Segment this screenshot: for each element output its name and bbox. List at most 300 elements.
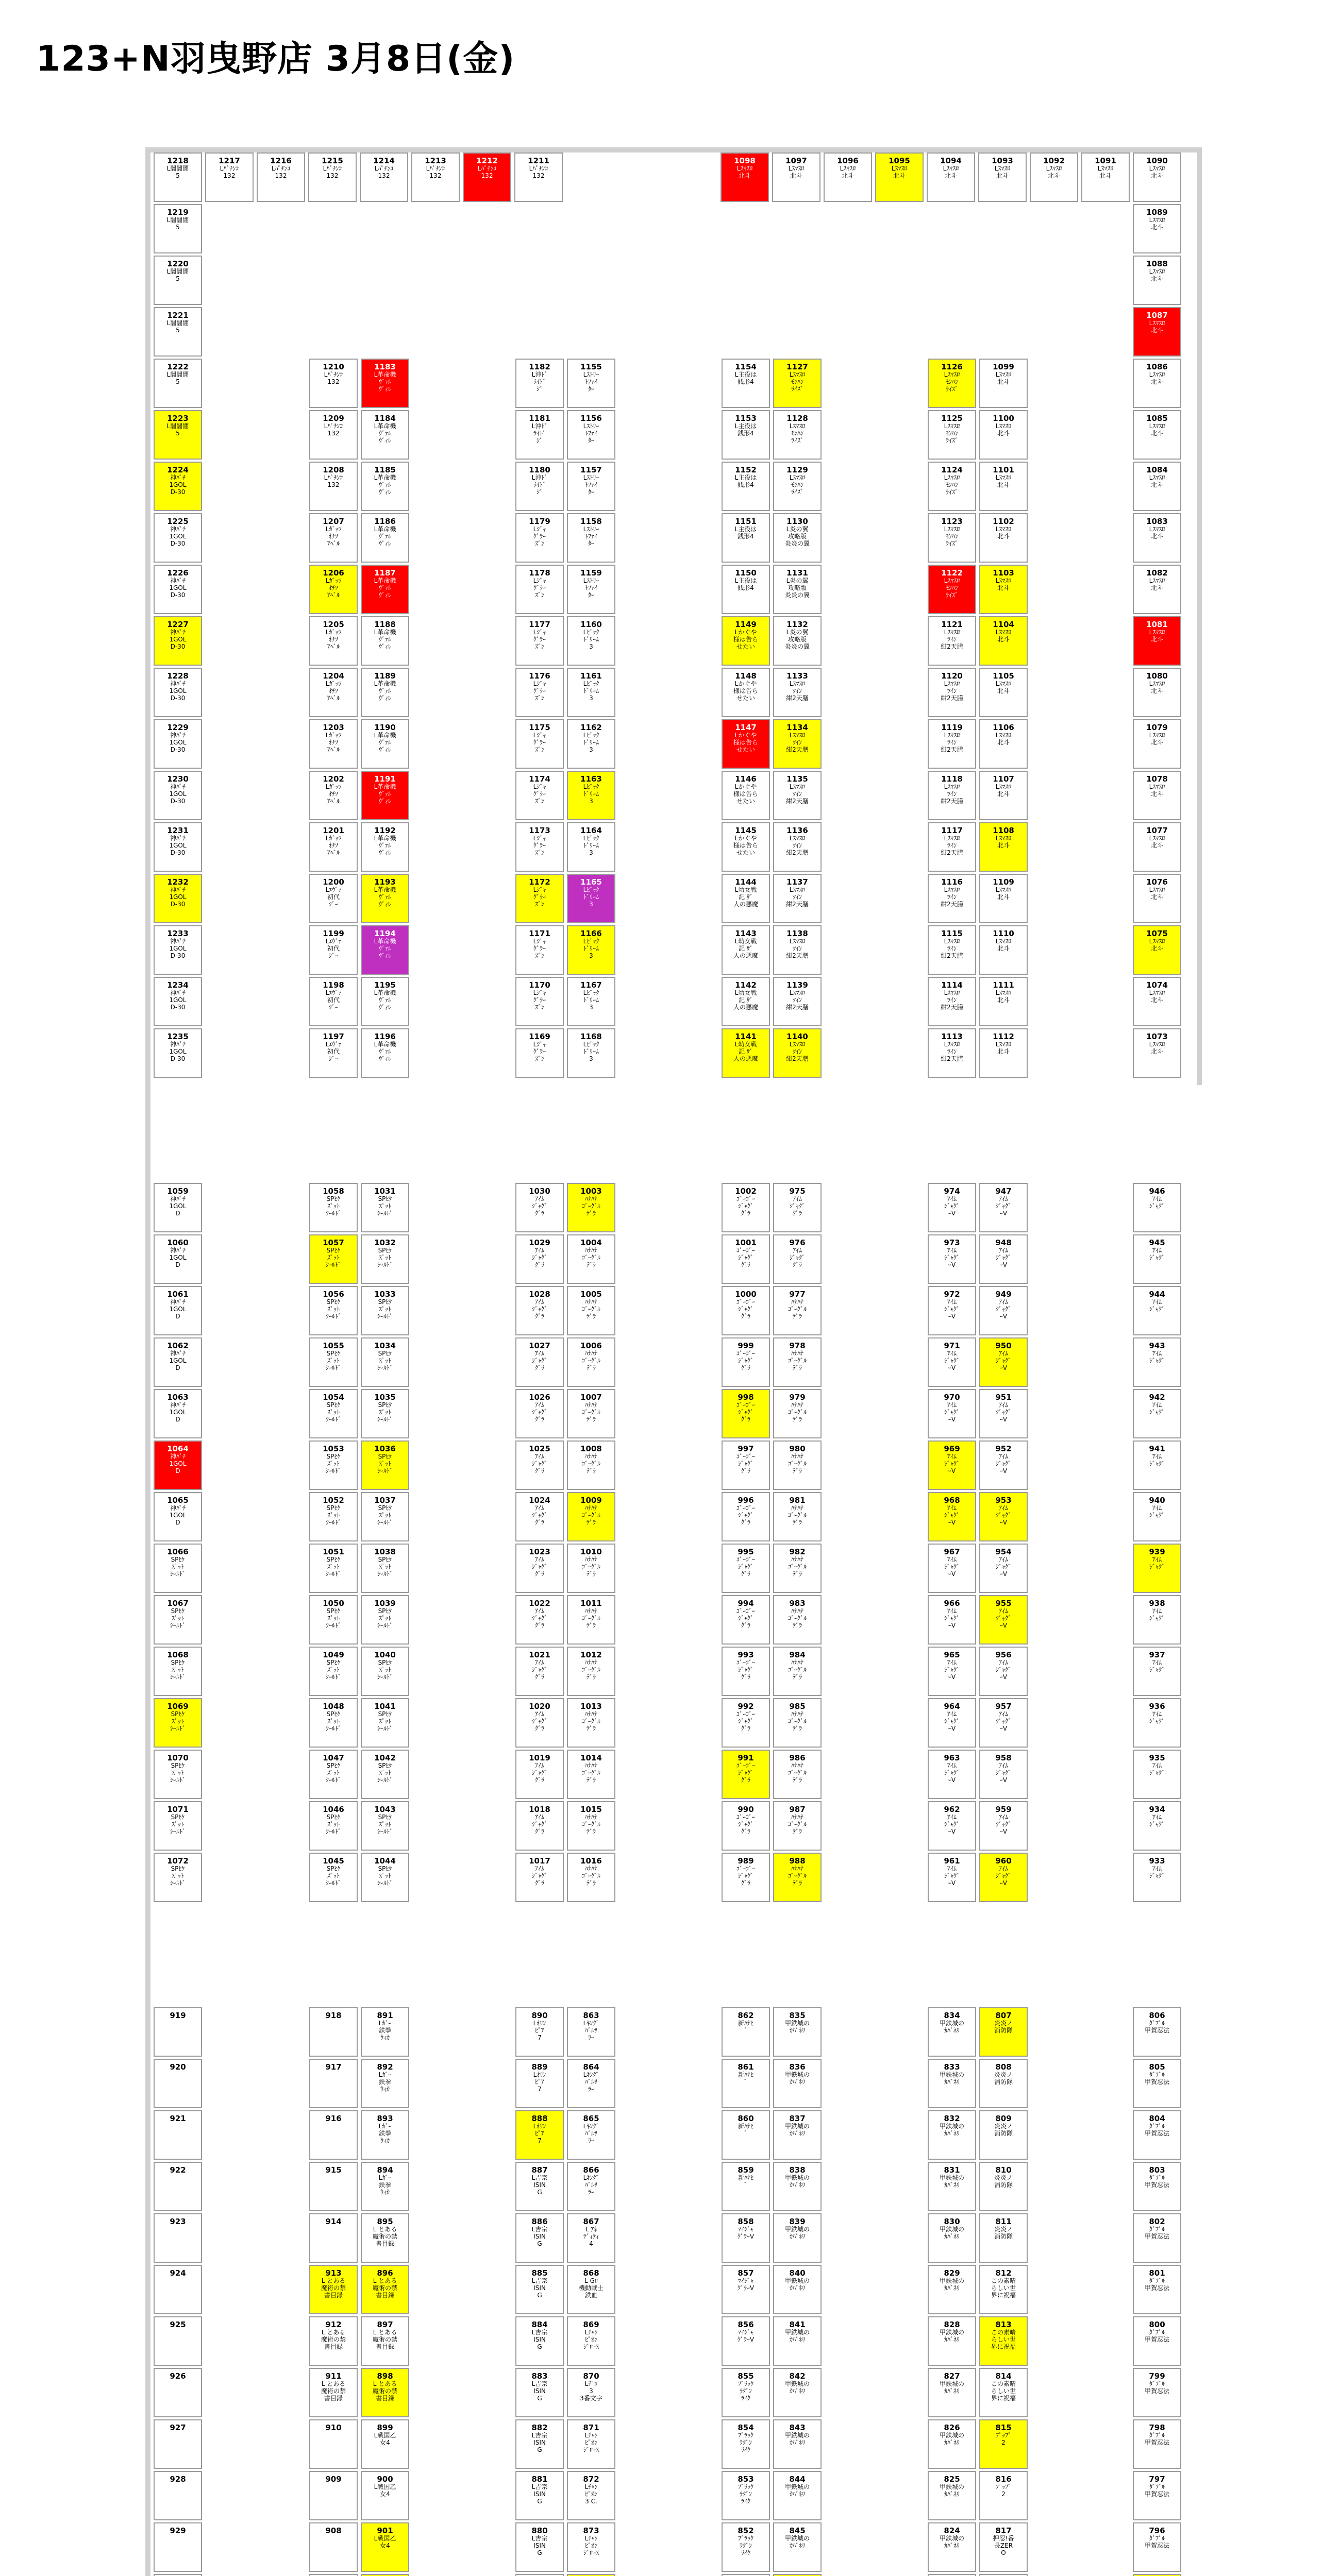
- machine-name: ｺﾞｰｺﾞｰ ｼﾞｬｸﾞ ｸﾞﾗ: [736, 1504, 755, 1526]
- machine-1229: [154, 719, 202, 769]
- machine-1204: [309, 668, 358, 717]
- machine-994: [722, 1595, 770, 1645]
- machine-number: 1227: [167, 620, 189, 629]
- machine-number: 1061: [167, 1290, 189, 1299]
- machine-number: 804: [1149, 2114, 1165, 2123]
- machine-name: Lﾋﾞｯｸ ﾄﾞﾘｰﾑ 3: [583, 886, 599, 908]
- machine-1138: [773, 925, 822, 975]
- machine-number: 1144: [735, 877, 757, 887]
- machine-1223: [154, 410, 202, 460]
- machine-number: 839: [789, 2217, 806, 2226]
- machine-1014: [567, 1750, 615, 1799]
- machine-number: 1067: [167, 1599, 189, 1608]
- machine-1224: [154, 462, 202, 511]
- machine-810: [979, 2162, 1028, 2211]
- machine-number: 1089: [1146, 208, 1168, 217]
- machine-name: ﾀﾞﾌﾞﾙ 甲賀忍法: [1144, 2329, 1169, 2343]
- machine-number: 1179: [529, 517, 550, 526]
- machine-number: 882: [531, 2423, 548, 2432]
- machine-name: Lｶﾞｯﾂ ｵﾁｿ ｱﾍﾞﾙ: [325, 783, 342, 805]
- machine-1042: [361, 1750, 409, 1799]
- machine-name: ﾌﾞﾗｯｸ ﾗｸﾞﾝ ﾗｲｸ: [738, 2535, 753, 2556]
- machine-864: [567, 2059, 615, 2108]
- machine-number: 880: [531, 2526, 548, 2535]
- machine-name: ｱｲﾑ ｼﾞｬｸﾞ ｸﾞﾗ: [789, 1247, 805, 1268]
- machine-name: L とある 魔術の禁 書目録: [372, 2226, 397, 2247]
- machine-name: ｺﾞｰｺﾞｰ ｼﾞｬｸﾞ ｸﾞﾗ: [736, 1865, 755, 1887]
- machine-number: 1030: [529, 1187, 550, 1196]
- machine-name: SPﾋｹ ｽﾟｯﾄ ｼｰﾙﾄﾞ: [325, 1195, 341, 1217]
- machine-number: 928: [170, 2475, 186, 2484]
- machine-number: 1117: [941, 826, 963, 835]
- machine-number: 1004: [580, 1238, 602, 1247]
- machine-number: 1157: [580, 465, 602, 474]
- machine-897: [361, 2316, 409, 2366]
- machine-879: [515, 2574, 564, 2576]
- machine-name: 神ﾊﾟﾁ 1GOL D: [169, 1453, 187, 1475]
- machine-976: [773, 1234, 822, 1284]
- machine-number: 1096: [837, 156, 859, 165]
- machine-name: Lｽﾏｽﾛ 北斗: [995, 835, 1012, 849]
- machine-802: [1133, 2213, 1181, 2263]
- machine-996: [722, 1492, 770, 1541]
- machine-name: L闇闇闇 5: [166, 216, 189, 231]
- machine-number: 937: [1149, 1650, 1165, 1659]
- machine-name: Lｽﾏｽﾛ 北斗: [995, 1041, 1012, 1055]
- machine-name: Lｶﾞｰ 鉄拳 ｳｨｶ: [378, 2020, 392, 2041]
- machine-1028: [515, 1286, 564, 1335]
- machine-number: 1023: [529, 1547, 550, 1556]
- machine-950: [979, 1337, 1028, 1387]
- machine-name: Lｽﾏｽﾛ ﾂｲﾝ 紺2天膳: [941, 680, 963, 702]
- machine-number: 985: [789, 1702, 806, 1711]
- machine-name: Lｽﾏｽﾛ ﾓﾝﾊﾝ ﾗｲｽﾞ: [944, 577, 960, 599]
- machine-895: [361, 2213, 409, 2263]
- machine-1076: [1133, 874, 1181, 923]
- machine-name: Lかぐや 様は告ら せたい: [733, 680, 758, 702]
- machine-number: 1137: [786, 877, 808, 887]
- machine-967: [928, 1544, 976, 1593]
- machine-1082: [1133, 565, 1181, 614]
- machine-number: 1155: [580, 362, 602, 371]
- machine-1172: [515, 874, 564, 923]
- machine-name: 神ﾊﾟﾁ 1GOL D-30: [169, 474, 187, 496]
- machine-number: 1230: [167, 774, 189, 784]
- machine-name: 甲鉄城の ｶﾊﾞﾈﾘ: [784, 2226, 810, 2240]
- machine-number: 1210: [323, 362, 344, 371]
- machine-number: 1166: [580, 929, 602, 938]
- machine-number: 960: [995, 1856, 1012, 1866]
- machine-1196: [361, 1028, 409, 1078]
- machine-number: 1185: [374, 465, 396, 474]
- machine-name: SPﾋｹ ｽﾟｯﾄ ｼｰﾙﾄﾞ: [377, 1659, 393, 1681]
- machine-name: Lｽﾏｽﾛ 北斗: [1149, 938, 1165, 952]
- machine-name: L革命機 ｳﾞｧﾙ ｳﾞｨﾚ: [374, 989, 396, 1011]
- machine-1169: [515, 1028, 564, 1078]
- machine-name: ﾌﾞﾗｯｸ ﾗｸﾞﾝ ﾗｲｸ: [738, 2380, 753, 2402]
- machine-name: L吉宗 ISIN G: [531, 2277, 548, 2299]
- machine-name: ｱｲﾑ ｼﾞｬｸﾞ: [1149, 1607, 1165, 1622]
- machine-name: 甲鉄城の ｶﾊﾞﾈﾘ: [784, 2020, 810, 2034]
- machine-name: Lｼﾞｬ ｸﾞﾗｰ ｽﾞﾝ: [533, 938, 546, 959]
- machine-name: Lﾊﾟﾁﾝｺ 132: [477, 165, 497, 179]
- machine-1167: [567, 977, 615, 1026]
- machine-number: 1118: [941, 774, 963, 784]
- machine-name: ｱｲﾑ ｼﾞｬｸﾞ: [1149, 1865, 1165, 1879]
- machine-number: 926: [170, 2371, 186, 2381]
- machine-name: 甲鉄城の ｶﾊﾞﾈﾘ: [939, 2329, 964, 2343]
- machine-name: Lｽﾏｽﾛ ﾓﾝﾊﾝ ﾗｲｽﾞ: [789, 474, 806, 496]
- machine-1021: [515, 1647, 564, 1696]
- machine-name: Lﾊﾟﾁﾝｺ 132: [323, 165, 342, 179]
- machine-1067: [154, 1595, 202, 1645]
- machine-1215: [308, 152, 357, 202]
- machine-name: ﾊﾅﾊﾅ ｺﾞｰｸﾞﾙ ﾃﾞﾗ: [788, 1814, 807, 1835]
- machine-name: この素晴 らしい世 界に祝福: [991, 2380, 1016, 2402]
- machine-name: Lｽﾏｽﾛ ﾂｲﾝ 紺2天膳: [786, 938, 809, 959]
- machine-name: Lｽﾏｽﾛ ﾂｲﾝ 紺2天膳: [786, 1041, 809, 1062]
- machine-number: 856: [738, 2320, 754, 2329]
- machine-1199: [309, 925, 358, 975]
- machine-1108: [979, 822, 1028, 872]
- machine-number: 834: [944, 2011, 960, 2020]
- machine-870: [567, 2368, 615, 2417]
- machine-933: [1133, 1853, 1181, 1902]
- machine-1003: [567, 1183, 615, 1232]
- machine-name: L戦国乙 女4: [374, 2483, 396, 2498]
- machine-number: 1105: [993, 671, 1014, 681]
- machine-number: 1080: [1146, 671, 1168, 681]
- machine-829: [928, 2265, 976, 2314]
- machine-number: 1224: [167, 465, 189, 474]
- machine-1023: [515, 1544, 564, 1593]
- machine-name: ｱｲﾑ ｼﾞｬｸﾞ ｰV: [995, 1504, 1011, 1526]
- machine-number: 963: [944, 1753, 960, 1762]
- machine-1002: [722, 1183, 770, 1232]
- machine-number: 892: [377, 2062, 393, 2072]
- machine-1154: [722, 359, 770, 408]
- machine-1125: [928, 410, 976, 460]
- machine-number: 952: [995, 1444, 1012, 1453]
- machine-number: 1003: [580, 1187, 602, 1196]
- machine-1037: [361, 1492, 409, 1541]
- machine-927: [154, 2419, 202, 2469]
- machine-1188: [361, 616, 409, 666]
- machine-name: 炎炎ノ 消防隊: [994, 2123, 1013, 2137]
- machine-809: [979, 2110, 1028, 2160]
- machine-number: 996: [738, 1496, 754, 1505]
- machine-981: [773, 1492, 822, 1541]
- machine-name: Lかぐや 様は告ら せたい: [733, 783, 758, 805]
- machine-number: 1229: [167, 723, 189, 732]
- machine-number: 929: [170, 2526, 186, 2535]
- machine-number: 1151: [735, 517, 757, 526]
- machine-name: SPﾋｹ ｽﾟｯﾄ ｼｰﾙﾄﾞ: [325, 1247, 341, 1268]
- machine-number: 976: [789, 1238, 806, 1247]
- machine-name: この素晴 らしい世 界に祝福: [991, 2277, 1016, 2299]
- machine-1126: [928, 359, 976, 408]
- machine-number: 1231: [167, 826, 189, 835]
- machine-1203: [309, 719, 358, 769]
- machine-number: 801: [1149, 2268, 1165, 2278]
- machine-1031: [361, 1183, 409, 1232]
- machine-number: 1104: [993, 620, 1014, 629]
- machine-number: 913: [325, 2268, 342, 2278]
- wall-top: [145, 147, 1202, 152]
- machine-number: 1177: [529, 620, 550, 629]
- machine-number: 1150: [735, 568, 757, 578]
- machine-number: 1044: [374, 1856, 396, 1866]
- machine-number: 1141: [735, 1032, 757, 1041]
- machine-number: 1068: [167, 1650, 189, 1659]
- machine-1232: [154, 874, 202, 923]
- machine-893: [361, 2110, 409, 2160]
- machine-number: 941: [1149, 1444, 1165, 1453]
- machine-1034: [361, 1337, 409, 1387]
- machine-number: 1147: [735, 723, 757, 732]
- machine-number: 863: [583, 2011, 599, 2020]
- machine-number: 883: [531, 2371, 548, 2381]
- machine-986: [773, 1750, 822, 1799]
- machine-number: 916: [325, 2114, 342, 2123]
- machine-1027: [515, 1337, 564, 1387]
- machine-name: Lｶﾞｰ 鉄拳 ｳｨｶ: [378, 2071, 392, 2093]
- machine-number: 1093: [992, 156, 1013, 165]
- machine-number: 1014: [580, 1753, 602, 1762]
- machine-823: [928, 2574, 976, 2576]
- machine-number: 970: [944, 1393, 960, 1402]
- machine-1170: [515, 977, 564, 1026]
- machine-1017: [515, 1853, 564, 1902]
- machine-1233: [154, 925, 202, 975]
- machine-number: 1109: [993, 877, 1014, 887]
- machine-number: 1114: [941, 980, 963, 990]
- machine-908: [309, 2522, 358, 2572]
- machine-number: 901: [377, 2526, 393, 2535]
- machine-name: ｱｲﾑ ｼﾞｬｸﾞ ｰV: [944, 1865, 960, 1887]
- machine-979: [773, 1389, 822, 1438]
- machine-name: ﾊﾅﾊﾅ ｺﾞｰｸﾞﾙ ﾃﾞﾗ: [788, 1710, 807, 1732]
- machine-name: Lｽﾏｽﾛ ﾓﾝﾊﾝ ﾗｲｽﾞ: [789, 371, 806, 393]
- machine-number: 843: [789, 2423, 806, 2432]
- machine-987: [773, 1801, 822, 1851]
- machine-896: [361, 2265, 409, 2314]
- machine-name: ｱｲﾑ ｼﾞｬｸﾞ ｰV: [944, 1607, 960, 1629]
- machine-816: [979, 2471, 1028, 2520]
- machine-name: Lﾋﾞｯｸ ﾄﾞﾘｰﾑ 3: [583, 783, 599, 805]
- machine-name: Lｽﾏｽﾛ 北斗: [1149, 526, 1165, 540]
- machine-number: 1138: [786, 929, 808, 938]
- machine-1054: [309, 1389, 358, 1438]
- machine-1150: [722, 565, 770, 614]
- machine-1198: [309, 977, 358, 1026]
- machine-number: 982: [789, 1547, 806, 1556]
- machine-number: 859: [738, 2165, 754, 2175]
- machine-989: [722, 1853, 770, 1902]
- machine-number: 1223: [167, 414, 189, 423]
- machine-1179: [515, 513, 564, 563]
- machine-name: Lｽﾏｽﾛ 北斗: [995, 629, 1012, 643]
- machine-962: [928, 1801, 976, 1851]
- machine-number: 888: [531, 2114, 548, 2123]
- machine-name: 甲鉄城の ｶﾊﾞﾈﾘ: [939, 2123, 964, 2137]
- machine-1071: [154, 1801, 202, 1851]
- machine-number: 981: [789, 1496, 806, 1505]
- machine-866: [567, 2162, 615, 2211]
- machine-name: ｱｲﾑ ｼﾞｬｸﾞ ｰV: [995, 1659, 1011, 1681]
- machine-name: 押忍!番 長ZER O: [993, 2535, 1014, 2556]
- machine-1197: [309, 1028, 358, 1078]
- machine-884: [515, 2316, 564, 2366]
- machine-1120: [928, 668, 976, 717]
- machine-1052: [309, 1492, 358, 1541]
- machine-1209: [309, 410, 358, 460]
- machine-number: 864: [583, 2062, 599, 2072]
- machine-name: Lｶﾞｯﾂ ｵﾁｿ ｱﾍﾞﾙ: [325, 680, 342, 702]
- machine-926: [154, 2368, 202, 2417]
- machine-number: 927: [170, 2423, 186, 2432]
- machine-name: Lﾊﾟﾁﾝｺ 132: [271, 165, 291, 179]
- machine-name: ｱｲﾑ ｼﾞｬｸﾞ ｸﾞﾗ: [531, 1247, 547, 1268]
- machine-number: 925: [170, 2320, 186, 2329]
- machine-1200: [309, 874, 358, 923]
- machine-1213: [411, 152, 460, 202]
- machine-number: 1131: [786, 568, 808, 578]
- machine-1000: [722, 1286, 770, 1335]
- machine-number: 802: [1149, 2217, 1165, 2226]
- machine-1166: [567, 925, 615, 975]
- machine-number: 1002: [735, 1187, 757, 1196]
- machine-number: 1040: [374, 1650, 396, 1659]
- machine-number: 1047: [323, 1753, 344, 1762]
- machine-name: ﾀﾞﾌﾞﾙ 甲賀忍法: [1144, 2123, 1169, 2137]
- machine-number: 951: [995, 1393, 1012, 1402]
- machine-name: Lｽﾏｽﾛ 北斗: [788, 165, 805, 179]
- machine-name: SPﾋｹ ｽﾟｯﾄ ｼｰﾙﾄﾞ: [325, 1659, 341, 1681]
- machine-number: 1081: [1146, 620, 1168, 629]
- machine-name: Lｽﾏｽﾛ 北斗: [1149, 783, 1165, 798]
- machine-name: Lｽﾏｽﾛ 北斗: [1149, 474, 1165, 488]
- machine-number: 1212: [476, 156, 498, 165]
- machine-1095: [875, 152, 924, 202]
- machine-name: Lﾁｬﾝ ﾋﾟｵﾝ 3 C.: [584, 2483, 598, 2505]
- machine-number: 1192: [374, 826, 396, 835]
- machine-name: 甲鉄城の ｶﾊﾞﾈﾘ: [784, 2380, 810, 2395]
- machine-number: 1075: [1146, 929, 1168, 938]
- machine-885: [515, 2265, 564, 2314]
- machine-number: 1134: [786, 723, 808, 732]
- machine-name: Lｶﾞｯﾂ ｵﾁｿ ｱﾍﾞﾙ: [325, 526, 342, 547]
- machine-924: [154, 2265, 202, 2314]
- machine-1077: [1133, 822, 1181, 872]
- machine-834: [928, 2007, 976, 2057]
- machine-number: 992: [738, 1702, 754, 1711]
- machine-name: SPﾋｹ ｽﾟｯﾄ ｼｰﾙﾄﾞ: [325, 1607, 341, 1629]
- machine-number: 828: [944, 2320, 960, 2329]
- machine-name: Lｽﾏｽﾛ 北斗: [1149, 886, 1165, 901]
- machine-1030: [515, 1183, 564, 1232]
- machine-number: 1149: [735, 620, 757, 629]
- machine-1152: [722, 462, 770, 511]
- machine-name: Lｽﾏｽﾛ 北斗: [1149, 989, 1165, 1004]
- machine-name: L革命機 ｳﾞｧﾙ ｳﾞｨﾚ: [374, 371, 396, 393]
- machine-795: [1133, 2574, 1181, 2576]
- machine-894: [361, 2162, 409, 2211]
- machine-number: 1020: [529, 1702, 550, 1711]
- machine-1104: [979, 616, 1028, 666]
- machine-name: 炎炎ノ 消防隊: [994, 2071, 1013, 2086]
- machine-name: 神ﾊﾟﾁ 1GOL D-30: [169, 680, 187, 702]
- machine-814: [979, 2368, 1028, 2417]
- machine-name: ｱｲﾑ ｼﾞｬｸﾞ ｰV: [995, 1865, 1011, 1887]
- machine-name: Lﾋﾞｯｸ ﾄﾞﾘｰﾑ 3: [583, 989, 599, 1011]
- machine-number: 957: [995, 1702, 1012, 1711]
- machine-name: SPﾋｹ ｽﾟｯﾄ ｼｰﾙﾄﾞ: [325, 1504, 341, 1526]
- machine-name: L とある 魔術の禁 書目録: [372, 2329, 397, 2350]
- machine-number: 1010: [580, 1547, 602, 1556]
- machine-892: [361, 2059, 409, 2108]
- machine-name: ｱｲﾑ ｼﾞｬｸﾞ ｸﾞﾗ: [531, 1504, 547, 1526]
- machine-844: [773, 2471, 822, 2520]
- machine-836: [773, 2059, 822, 2108]
- machine-number: 872: [583, 2475, 599, 2484]
- machine-999: [722, 1337, 770, 1387]
- machine-935: [1133, 1750, 1181, 1799]
- machine-name: Lｽﾏｽﾛ ﾓﾝﾊﾝ ﾗｲｽﾞ: [944, 422, 960, 444]
- machine-number: 806: [1149, 2011, 1165, 2020]
- machine-name: ｱｲﾑ ｼﾞｬｸﾞ ｰV: [995, 1401, 1011, 1423]
- machine-941: [1133, 1440, 1181, 1490]
- machine-1156: [567, 410, 615, 460]
- machine-name: ｱｲﾑ ｼﾞｬｸﾞ ｰV: [944, 1762, 960, 1784]
- machine-1217: [205, 152, 254, 202]
- machine-name: Lｽﾏｽﾛ 北斗: [736, 165, 753, 179]
- machine-1105: [979, 668, 1028, 717]
- machine-name: ｱｲﾑ ｼﾞｬｸﾞ: [1149, 1762, 1165, 1776]
- machine-number: 1031: [374, 1187, 396, 1196]
- machine-number: 1115: [941, 929, 963, 938]
- machine-1050: [309, 1595, 358, 1645]
- machine-number: 910: [325, 2423, 342, 2432]
- machine-name: 神ﾊﾟﾁ 1GOL D-30: [169, 783, 187, 805]
- machine-name: Lｽﾏｽﾛ ﾂｲﾝ 紺2天膳: [786, 835, 809, 856]
- machine-number: 1035: [374, 1393, 396, 1402]
- machine-1195: [361, 977, 409, 1026]
- machine-1075: [1133, 925, 1181, 975]
- machine-name: 甲鉄城の ｶﾊﾞﾈﾘ: [784, 2329, 810, 2343]
- machine-number: 862: [738, 2011, 754, 2020]
- machine-1086: [1133, 359, 1181, 408]
- machine-name: ｱｲﾑ ｼﾞｬｸﾞ: [1149, 1298, 1165, 1313]
- machine-name: ﾏｲｼﾞｬ ｸﾞﾗｰV: [737, 2277, 755, 2292]
- machine-name: ﾊﾅﾊﾅ ｺﾞｰｸﾞﾙ ﾃﾞﾗ: [581, 1350, 600, 1371]
- machine-name: L吉宗 ISIN G: [531, 2329, 548, 2350]
- machine-name: ｱｲﾑ ｼﾞｬｸﾞ: [1149, 1556, 1165, 1570]
- machine-1149: [722, 616, 770, 666]
- machine-name: SPﾋｹ ｽﾟｯﾄ ｼｰﾙﾄﾞ: [170, 1762, 186, 1784]
- machine-1208: [309, 462, 358, 511]
- machine-name: L炎の翼 攻略版 炎炎の翼: [784, 526, 810, 547]
- machine-name: Lかぐや 様は告ら せたい: [733, 732, 758, 753]
- machine-number: 1043: [374, 1805, 396, 1814]
- machine-number: 917: [325, 2062, 342, 2072]
- machine-1228: [154, 668, 202, 717]
- machine-number: 891: [377, 2011, 393, 2020]
- machine-number: 1197: [323, 1032, 344, 1041]
- machine-name: Lｽﾏｽﾛ 北斗: [995, 526, 1012, 540]
- machine-name: Lｼﾞｬ ｸﾞﾗｰ ｽﾞﾝ: [533, 680, 546, 702]
- machine-number: 1183: [374, 362, 396, 371]
